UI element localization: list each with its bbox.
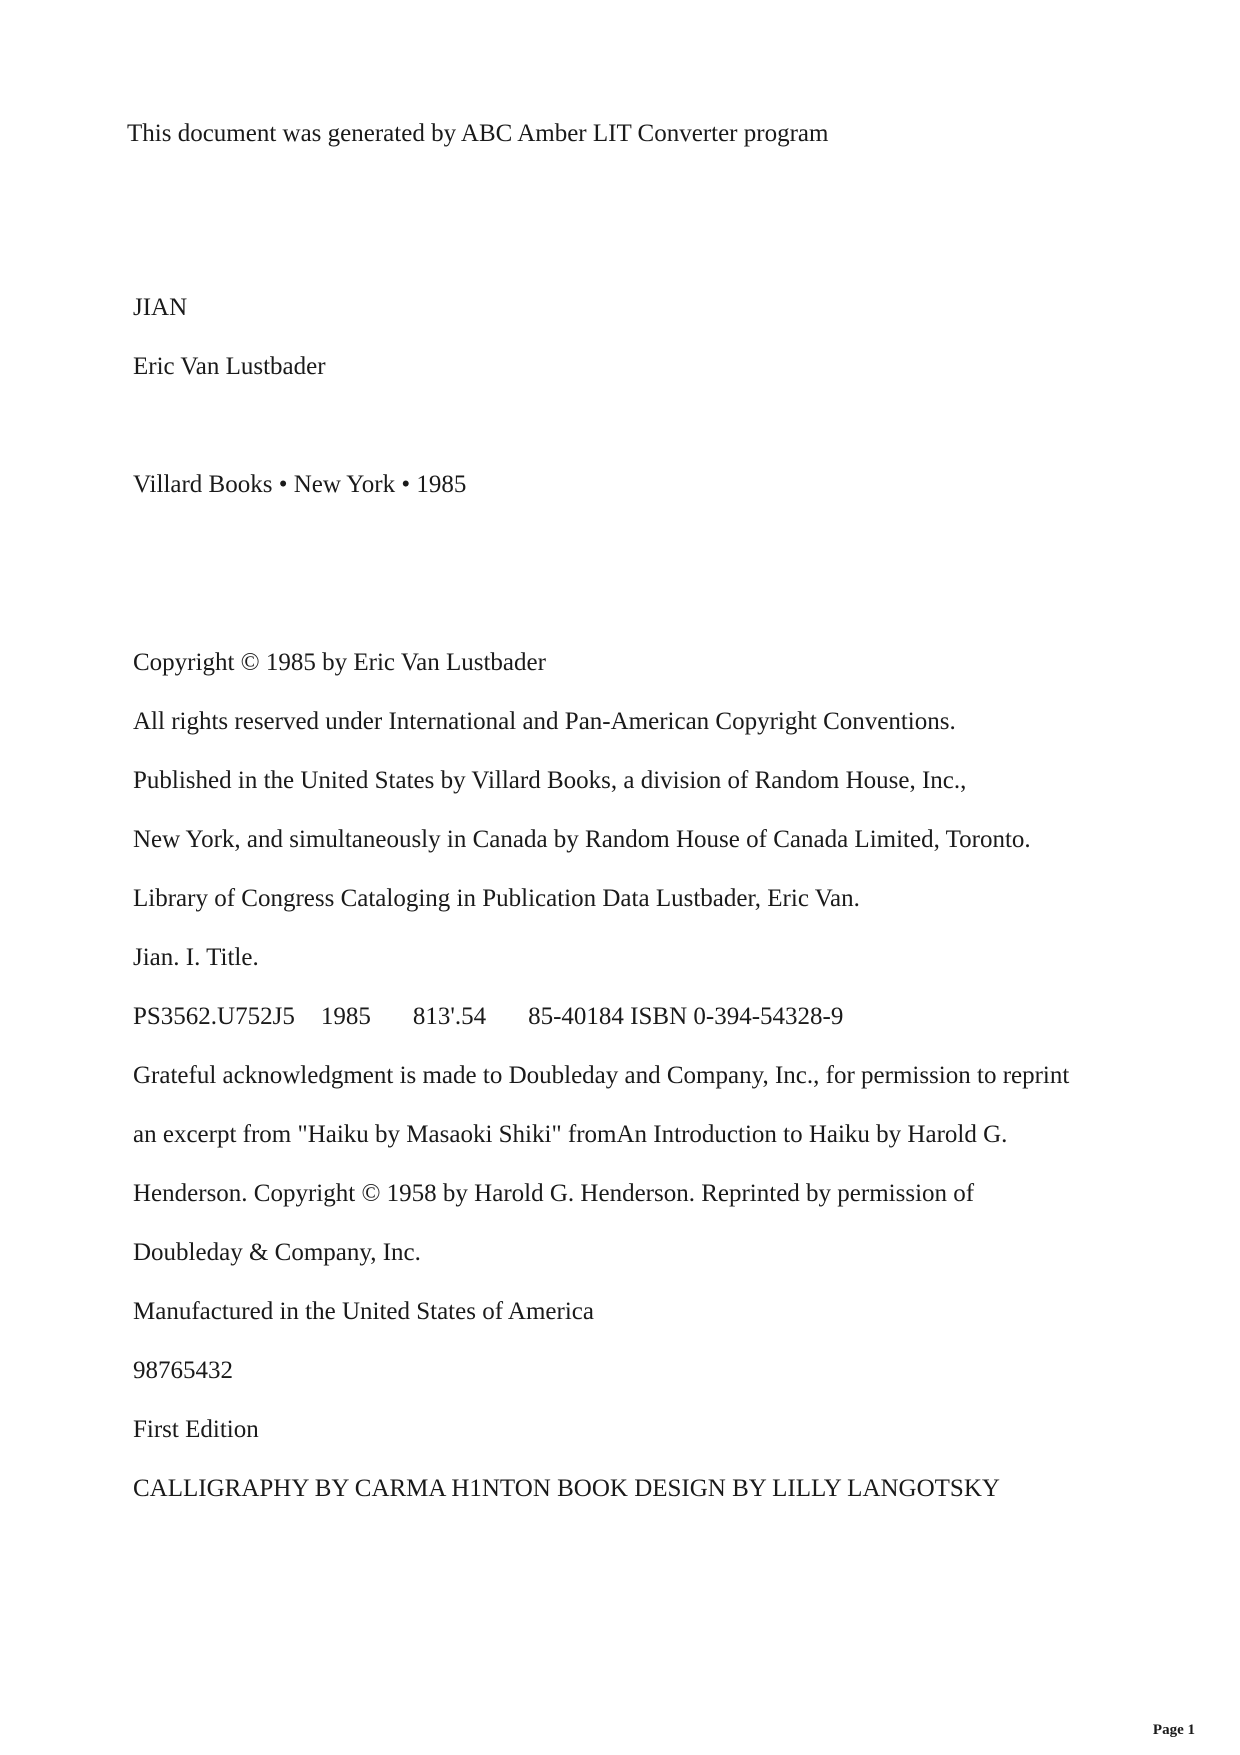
generator-notice: This document was generated by ABC Amber LIT Converter program bbox=[127, 120, 829, 147]
doubleday-line: Doubleday & Company, Inc. bbox=[133, 1239, 421, 1266]
excerpt-line: an excerpt from "Haiku by Masaoki Shiki" fromAn Introduction to Haiku by Harold G. bbox=[133, 1121, 1008, 1148]
publisher-line: Villard Books • New York • 1985 bbox=[133, 471, 467, 498]
printing-number: 98765432 bbox=[133, 1357, 233, 1384]
credits-line: CALLIGRAPHY BY CARMA H1NTON BOOK DESIGN BY LILLY LANGOTSKY bbox=[133, 1475, 1000, 1502]
copyright-line: Copyright © 1985 by Eric Van Lustbader bbox=[133, 649, 546, 676]
acknowledgment-line: Grateful acknowledgment is made to Doubleday and Company, Inc., for permission to reprint bbox=[133, 1062, 1070, 1089]
rights-line: All rights reserved under International and Pan-American Copyright Conventions. bbox=[133, 708, 956, 735]
edition-line: First Edition bbox=[133, 1416, 259, 1443]
classification-number: 813'.54 bbox=[412, 1003, 487, 1030]
manufactured-line: Manufactured in the United States of America bbox=[133, 1298, 594, 1325]
henderson-line: Henderson. Copyright © 1958 by Harold G. Henderson. Reprinted by permission of bbox=[133, 1180, 975, 1207]
title-catalog-line: Jian. I. Title. bbox=[133, 944, 259, 971]
library-of-congress-line: Library of Congress Cataloging in Publication Data Lustbader, Eric Van. bbox=[133, 885, 860, 912]
call-number: PS3562.U752J5 bbox=[133, 1003, 295, 1030]
published-line: Published in the United States by Villard Books, a division of Random House, Inc., bbox=[133, 767, 967, 794]
lccn-isbn: 85-40184 ISBN 0-394-54328-9 bbox=[528, 1003, 844, 1030]
catalog-year: 1985 bbox=[320, 1003, 371, 1030]
book-author: Eric Van Lustbader bbox=[133, 353, 326, 380]
catalog-row bbox=[133, 1002, 843, 1032]
simultaneous-line: New York, and simultaneously in Canada by Random House of Canada Limited, Toronto. bbox=[133, 826, 1031, 853]
page-number: Page 1 bbox=[1152, 1722, 1195, 1738]
book-title: JIAN bbox=[133, 294, 188, 321]
